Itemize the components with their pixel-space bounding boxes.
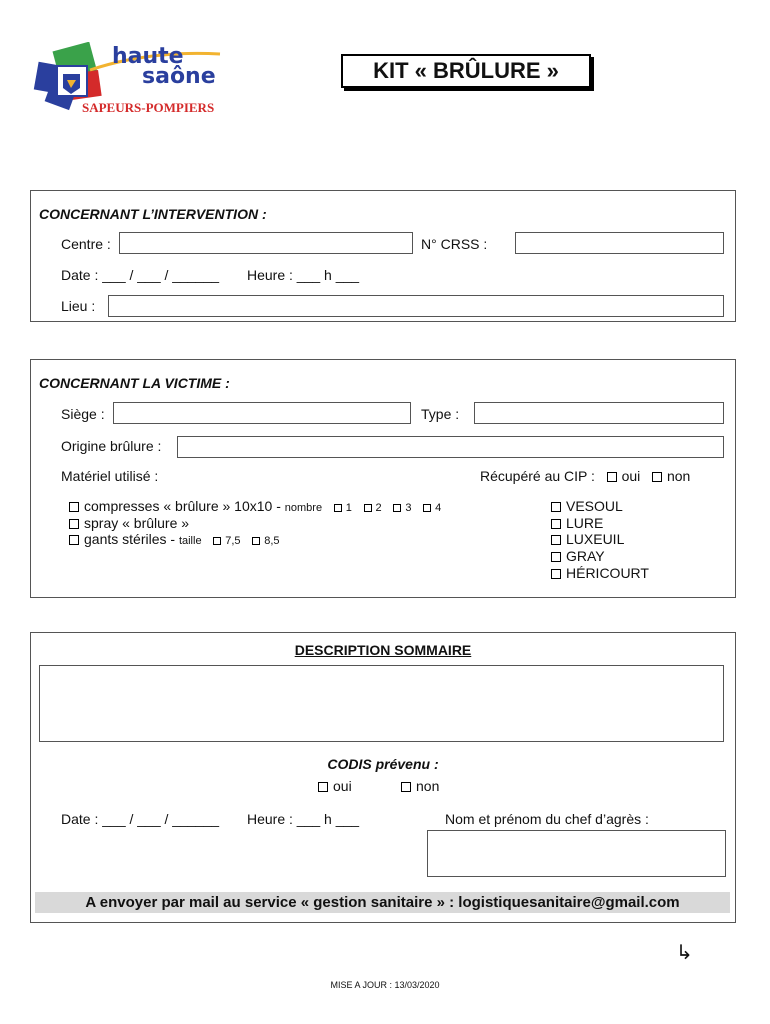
cip-hericourt	[551, 565, 649, 581]
page-turn-arrow-icon: ↳	[676, 942, 693, 964]
nombre-4-label: 4	[435, 502, 442, 514]
logo-text-saone: saône	[142, 64, 216, 89]
heure-line[interactable]: Heure : ___ h ___	[247, 267, 360, 283]
type-field[interactable]	[474, 402, 724, 424]
siege-field[interactable]	[113, 402, 411, 424]
codis-label: CODIS prévenu :	[327, 756, 439, 772]
crss-label: N° CRSS :	[421, 236, 488, 252]
nombre-2-label: 2	[375, 502, 382, 514]
nombre-label: nombre	[284, 502, 323, 514]
cip-luxeuil-checkbox[interactable]	[551, 535, 561, 545]
codis-oui	[318, 778, 352, 794]
gants-label: gants stériles -	[84, 531, 176, 547]
cip-lure	[551, 515, 603, 531]
centre-field[interactable]	[119, 232, 413, 254]
nombre-3-label: 3	[405, 502, 412, 514]
gants-checkbox[interactable]	[69, 535, 79, 545]
description-title: DESCRIPTION SOMMAIRE	[294, 642, 472, 658]
recupere-oui-label: oui	[621, 468, 641, 484]
cip-gray-label: GRAY	[566, 548, 605, 564]
codis-non-checkbox[interactable]	[401, 782, 411, 792]
codis-oui-checkbox[interactable]	[318, 782, 328, 792]
description-section	[30, 632, 736, 923]
origine-label: Origine brûlure :	[61, 438, 162, 454]
victime-title: CONCERNANT LA VICTIME :	[39, 375, 230, 391]
victime-section	[30, 359, 736, 598]
cip-vesoul	[551, 498, 623, 514]
nombre-1-label: 1	[345, 502, 352, 514]
logo-subtitle: SAPEURS-POMPIERS	[82, 100, 215, 115]
nombre-4-checkbox[interactable]	[423, 504, 431, 512]
materiel-item-spray	[69, 515, 189, 531]
compresses-checkbox[interactable]	[69, 502, 79, 512]
intervention-section	[30, 190, 736, 322]
crss-field[interactable]	[515, 232, 724, 254]
recupere-non-label: non	[666, 468, 691, 484]
spray-checkbox[interactable]	[69, 519, 79, 529]
cip-hericourt-checkbox[interactable]	[551, 569, 561, 579]
recupere-label: Récupéré au CIP :	[480, 468, 595, 484]
nombre-2-checkbox[interactable]	[364, 504, 372, 512]
update-date: MISE A JOUR : 13/03/2020	[330, 980, 440, 990]
logo-text-haute: haute	[112, 44, 184, 69]
taille-85-label: 8,5	[264, 535, 280, 547]
compresses-label: compresses « brûlure » 10x10 -	[84, 498, 281, 514]
cip-luxeuil	[551, 531, 624, 547]
type-label: Type :	[421, 406, 460, 422]
cip-lure-checkbox[interactable]	[551, 519, 561, 529]
description-field[interactable]	[39, 665, 724, 742]
taille-75-checkbox[interactable]	[213, 537, 221, 545]
lieu-label: Lieu :	[61, 298, 96, 314]
description-heure-line[interactable]: Heure : ___ h ___	[247, 811, 360, 827]
recupere-group	[480, 468, 690, 484]
recupere-oui-checkbox[interactable]	[607, 472, 617, 482]
taille-label: taille	[178, 535, 202, 547]
materiel-label: Matériel utilisé :	[61, 468, 159, 484]
codis-non-label: non	[416, 778, 440, 794]
cip-vesoul-checkbox[interactable]	[551, 502, 561, 512]
chef-field[interactable]	[427, 830, 726, 877]
origine-field[interactable]	[177, 436, 724, 458]
nombre-1-checkbox[interactable]	[334, 504, 342, 512]
codis-oui-label: oui	[333, 778, 352, 794]
recupere-non-checkbox[interactable]	[652, 472, 662, 482]
taille-85-checkbox[interactable]	[252, 537, 260, 545]
chef-label: Nom et prénom du chef d’agrès :	[445, 811, 649, 827]
cip-luxeuil-label: LUXEUIL	[566, 531, 625, 547]
materiel-item-gants	[69, 531, 280, 547]
send-instructions: A envoyer par mail au service « gestion sanitaire » : logistiquesanitaire@gmail.com	[35, 892, 730, 913]
nombre-3-checkbox[interactable]	[393, 504, 401, 512]
spray-label: spray « brûlure »	[84, 515, 190, 531]
cip-gray	[551, 548, 605, 564]
lieu-field[interactable]	[108, 295, 724, 317]
codis-non	[401, 778, 439, 794]
cip-hericourt-label: HÉRICOURT	[566, 565, 649, 581]
intervention-title: CONCERNANT L’INTERVENTION :	[39, 206, 267, 222]
page-title: KIT « BRÛLURE »	[341, 54, 591, 88]
cip-gray-checkbox[interactable]	[551, 552, 561, 562]
description-date-line[interactable]: Date : ___ / ___ / ______	[61, 811, 220, 827]
taille-75-label: 7,5	[225, 535, 241, 547]
haute-saone-logo	[30, 42, 230, 122]
cip-lure-label: LURE	[566, 515, 604, 531]
centre-label: Centre :	[61, 236, 111, 252]
siege-label: Siège :	[61, 406, 105, 422]
cip-vesoul-label: VESOUL	[566, 498, 623, 514]
date-line[interactable]: Date : ___ / ___ / ______	[61, 267, 220, 283]
materiel-item-compresses	[69, 498, 441, 514]
